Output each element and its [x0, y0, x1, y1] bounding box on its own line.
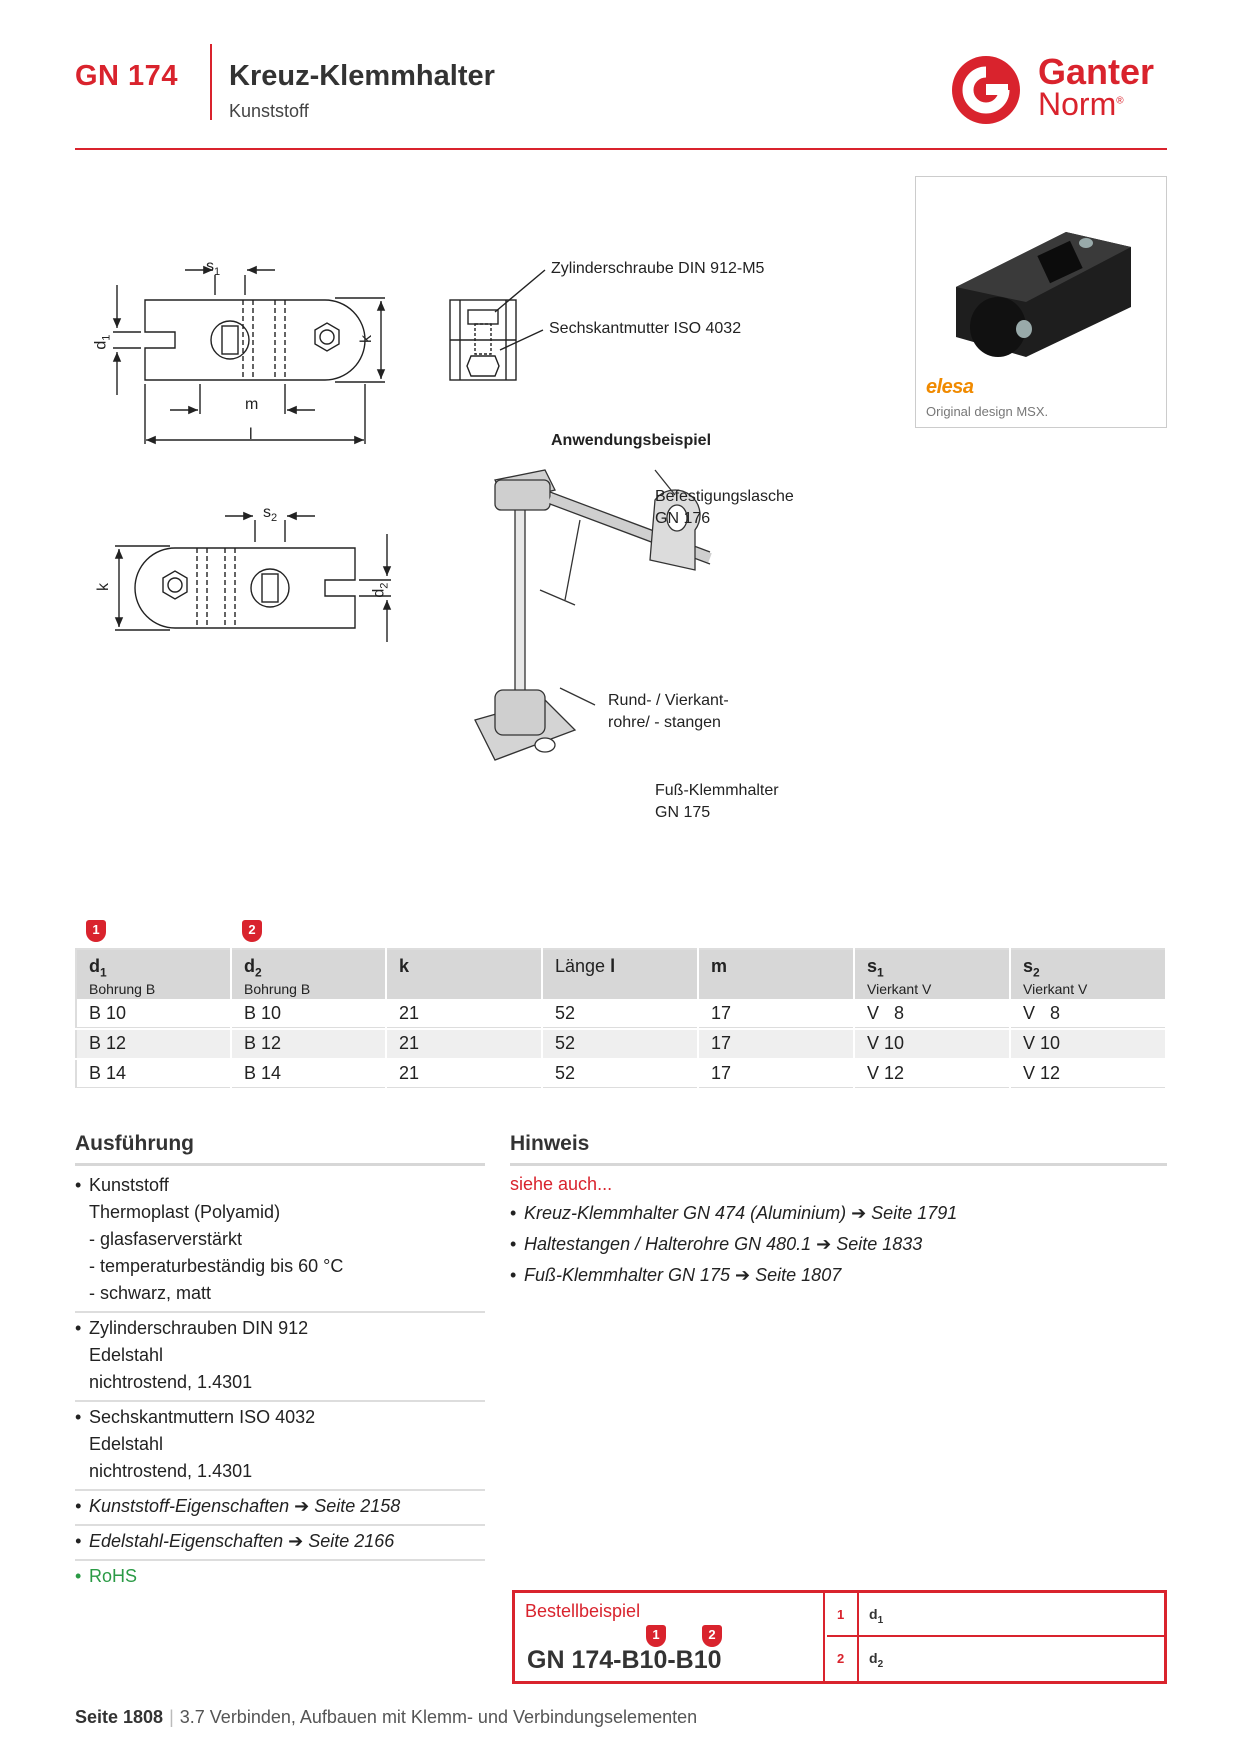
- list-item-rohs: • RoHS: [75, 1561, 485, 1590]
- cell: 21: [386, 999, 542, 1029]
- col-m: m: [698, 949, 854, 999]
- product-code: GN 174: [75, 60, 178, 92]
- cell: V 8: [1010, 999, 1166, 1029]
- hinweis-rule: [510, 1163, 1167, 1166]
- order-legend-row-1: 1 $d_1$: [827, 1593, 1164, 1637]
- ausfuehrung-title: Ausführung: [75, 1132, 194, 1155]
- table-header-row: [76, 949, 1166, 999]
- hinweis-list: [510, 1170, 1167, 1291]
- cell: 17: [698, 1029, 854, 1059]
- order-code: GN 174-B10-B10: [527, 1646, 722, 1674]
- bracket-label-1: Befestigungslasche: [655, 488, 794, 505]
- photo-caption: Original design MSX.: [926, 404, 1049, 419]
- elesa-logo: elesa: [926, 376, 974, 398]
- ganter-norm-logo-icon: [946, 50, 1026, 130]
- bracket-label-2: GN 176: [655, 510, 711, 527]
- cell: B 14: [231, 1059, 386, 1089]
- order-badge-2: 2: [702, 1625, 722, 1647]
- dim-k-label-bottom: k: [95, 583, 112, 591]
- product-photo: [915, 176, 1167, 428]
- cell: 17: [698, 999, 854, 1029]
- cell: B 12: [231, 1029, 386, 1059]
- cell: V 8: [854, 999, 1010, 1029]
- technical-drawings: [75, 170, 895, 870]
- dim-s2-label: $s_2$: [263, 504, 278, 525]
- brand-name-line1: Ganter: [1038, 51, 1155, 92]
- table-row: [76, 999, 1166, 1029]
- cell: V 10: [854, 1029, 1010, 1059]
- header-divider: [210, 44, 212, 120]
- screw-label: Zylinderschraube DIN 912-M5: [551, 260, 765, 277]
- product-render: [916, 177, 1166, 367]
- nut-label: Sechskantmutter ISO 4032: [549, 320, 742, 337]
- brand-name-line2: Norm®: [1038, 86, 1124, 122]
- list-item-link[interactable]: • Edelstahl-Eigenschaften ➔ Seite 2166: [75, 1526, 485, 1561]
- example-title: Anwendungsbeispiel: [551, 432, 712, 449]
- cell: 21: [386, 1029, 542, 1059]
- dimension-table: [75, 948, 1167, 1090]
- page-footer: [75, 1707, 697, 1728]
- cell: B 10: [231, 999, 386, 1029]
- see-also-link[interactable]: • Kreuz-Klemmhalter GN 474 (Aluminium) ➔ Seite 1791: [510, 1198, 1167, 1229]
- cell: B 10: [76, 999, 231, 1029]
- col-s2: $s_2$ Vierkant V: [1010, 949, 1166, 999]
- page-number: Seite 1808: [75, 1707, 164, 1727]
- ausfuehrung-rule: [75, 1163, 485, 1166]
- dim-d2-label: $d_2$: [370, 582, 391, 598]
- header-rule: [75, 148, 1167, 150]
- cell: 52: [542, 1059, 698, 1089]
- order-badge-1: 1: [646, 1625, 666, 1647]
- order-example-label: Bestellbeispiel: [525, 1601, 641, 1621]
- cell: B 14: [76, 1059, 231, 1089]
- order-example-box: [512, 1590, 1167, 1684]
- cell: 52: [542, 999, 698, 1029]
- foot-label-2: GN 175: [655, 804, 711, 821]
- top-view-drawing: [113, 270, 385, 444]
- see-also-link[interactable]: • Haltestangen / Halterohre GN 480.1 ➔ Seite 1833: [510, 1229, 1167, 1260]
- dim-s1-label: $s_1$: [206, 258, 221, 279]
- tubes-label-1: Rund- / Vierkant-: [608, 692, 729, 709]
- col-d1: $d_1$ Bohrung B: [76, 949, 231, 999]
- dim-l-label: l: [249, 426, 253, 443]
- bottom-view-drawing: [115, 516, 391, 642]
- side-view-drawing: [450, 270, 545, 380]
- list-item: • Sechskantmuttern ISO 4032 Edelstahl nichtrostend, 1.4301: [75, 1402, 485, 1491]
- table-row: [76, 1029, 1166, 1059]
- see-also-link[interactable]: • Fuß-Klemmhalter GN 175 ➔ Seite 1807: [510, 1260, 1167, 1291]
- ganter-norm-logo: [946, 50, 1176, 130]
- cell: V 12: [854, 1059, 1010, 1089]
- list-item-link[interactable]: • Kunststoff-Eigenschaften ➔ Seite 2158: [75, 1491, 485, 1526]
- badge-1: 1: [86, 920, 106, 942]
- foot-label-1: Fuß-Klemmhalter: [655, 782, 779, 799]
- cell: 52: [542, 1029, 698, 1059]
- page-title: Kreuz-Klemmhalter: [229, 60, 495, 92]
- tubes-label-2: rohre/ - stangen: [608, 714, 721, 731]
- cell: B 12: [76, 1029, 231, 1059]
- chapter-title: 3.7 Verbinden, Aufbauen mit Klemm- und Verbindungselementen: [179, 1707, 698, 1727]
- ausfuehrung-list: [75, 1170, 485, 1590]
- badge-2: 2: [242, 920, 262, 942]
- page-subtitle: Kunststoff: [229, 101, 309, 121]
- col-laenge-l: Länge l: [542, 949, 698, 999]
- dim-d1-label: $d_1$: [92, 334, 113, 350]
- order-example-left: [515, 1593, 825, 1681]
- footer-separator: |: [169, 1707, 174, 1727]
- drawing-canvas: [75, 170, 895, 870]
- cell: V 10: [1010, 1029, 1166, 1059]
- hinweis-title: Hinweis: [510, 1132, 590, 1155]
- dim-k-label-top: k: [358, 335, 375, 343]
- list-item: • Kunststoff Thermoplast (Polyamid) - glasfaserverstärkt - temperaturbeständig bis 60 °C - schwarz, matt: [75, 1170, 485, 1313]
- cell: V 12: [1010, 1059, 1166, 1089]
- cell: 21: [386, 1059, 542, 1089]
- order-legend-row-2: 2 $d_2$: [827, 1637, 1164, 1681]
- col-s1: $s_1$ Vierkant V: [854, 949, 1010, 999]
- registered-mark: ®: [1116, 95, 1124, 107]
- list-item: • Zylinderschrauben DIN 912 Edelstahl nichtrostend, 1.4301: [75, 1313, 485, 1402]
- col-d2: $d_2$ Bohrung B: [231, 949, 386, 999]
- dim-m-label: m: [245, 396, 259, 413]
- see-also-label: siehe auch...: [510, 1174, 613, 1194]
- col-k: k: [386, 949, 542, 999]
- table-row: [76, 1059, 1166, 1089]
- cell: 17: [698, 1059, 854, 1089]
